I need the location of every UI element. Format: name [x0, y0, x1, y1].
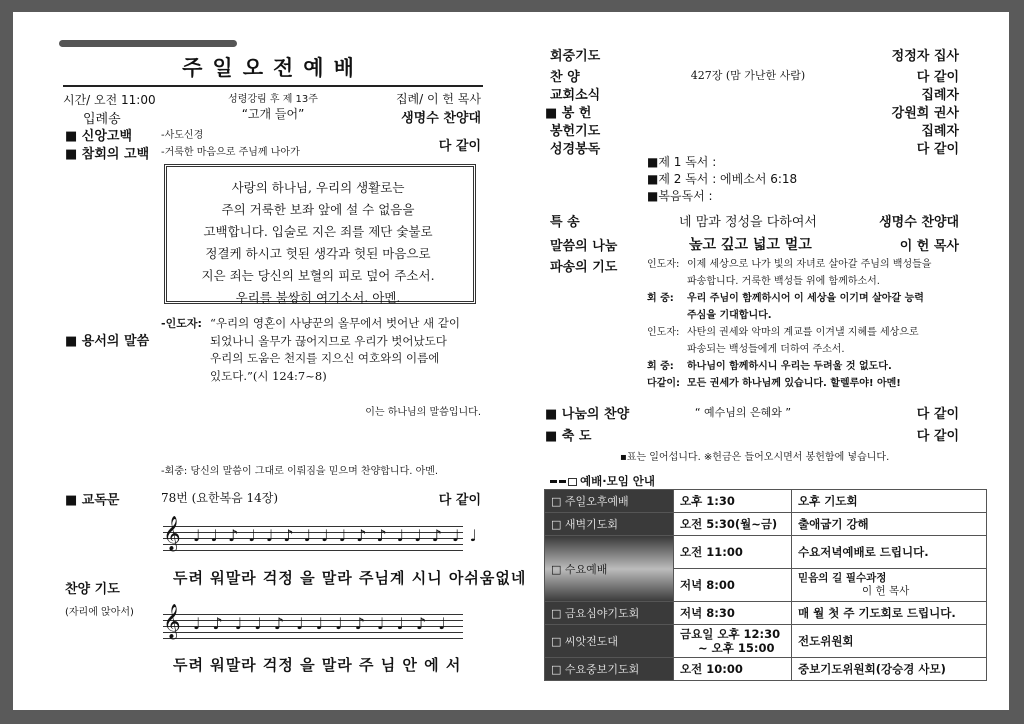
lyrics-line-2: 두려 워말라 걱정 을 말라 주 님 안 에 서 [173, 656, 462, 674]
bulletin-sheet [13, 12, 1009, 710]
order-label: 교회소식 [550, 88, 601, 103]
lyrics-line-1: 두려 워말라 걱정 을 말라 주님계 시니 아쉬움없네 [173, 569, 527, 587]
sending-line: 회 중: 하나님이 함께하시니 우리는 두려울 것 없도다. [647, 361, 892, 372]
prayer-text [173, 177, 463, 309]
order-right: 다 같이 [916, 70, 959, 85]
praise-right: 다 같이 [916, 407, 959, 422]
benediction-label: ■ 축 도 [545, 429, 592, 444]
title-divider [63, 85, 483, 87]
order-right: 다 같이 [916, 142, 959, 157]
page-title: 주일오전예배 [182, 56, 364, 80]
pardon-label: ■ 용서의 말씀 [65, 334, 150, 349]
special-mid: 네 맘과 정성을 다하여서 [679, 215, 817, 230]
prayer-line: 고백합니다. 입술로 지은 죄를 제단 숯불로 [203, 224, 433, 239]
prayer-line: 지은 죄는 당신의 보혈의 피로 덮어 주소서. [201, 268, 435, 283]
entrance-performer: 생명수 찬양대 [401, 111, 481, 126]
schedule-time: 오전 10:00 [674, 658, 792, 681]
order-label: 찬 양 [550, 70, 580, 85]
schedule-label: □ 새벽기도회 [545, 513, 674, 536]
music-notes-icon: ♩♪♩♩♪♩♩♩♪♩♩♪♩ [193, 614, 458, 633]
order-right: 강원희 권사 [891, 106, 959, 121]
schedule-desc: 출애굽기 강해 [792, 513, 987, 536]
order-right: 집례자 [921, 124, 959, 139]
table-row [545, 658, 987, 681]
schedule-heading: 예배·모임 안내 [550, 473, 655, 489]
sending-line: 주심을 기대합니다. [687, 310, 772, 321]
schedule-time: 저녁 8:00 [674, 569, 792, 602]
hymn-prayer-note: (자리에 앉아서) [65, 607, 134, 618]
schedule-label: □ 주일오후예배 [545, 490, 674, 513]
responsive-together: 다 같이 [438, 493, 481, 508]
schedule-time: 저녁 8:30 [674, 602, 792, 625]
schedule-desc: 수요저녁예배로 드립니다. [792, 536, 987, 569]
schedule-label: □ 금요심야기도회 [545, 602, 674, 625]
music-notes-icon: ♩♩♪♩♩♪♩♩♩♪♪♩♩♪♩♩ [193, 526, 488, 545]
entrance-label: 입례송 [83, 112, 121, 127]
confession-label: ■ 참회의 고백 [65, 147, 150, 162]
season-line1: 성령강림 후 제 13주 [228, 94, 318, 105]
table-row [545, 513, 987, 536]
responsive-value: 78번 (요한복음 14장) [161, 491, 279, 505]
praise-label: ■ 나눔의 찬양 [545, 407, 630, 422]
schedule-label: □ 씨앗전도대 [545, 625, 674, 658]
prayer-line: 주의 거룩한 보좌 앞에 설 수 없음을 [221, 202, 415, 217]
officiant: 집례/ 이 헌 목사 [395, 92, 481, 106]
order-right: 집례자 [921, 88, 959, 103]
schedule-time: 금요일 오후 12:30 ~ 오후 15:00 [674, 625, 792, 658]
sending-line: 회 중: 우리 주님이 함께하시어 이 세상을 이기며 살아갈 능력 [647, 293, 924, 304]
readings [647, 154, 797, 205]
sending-line: 다같이: 모든 권세가 하나님께 있습니다. 할렐루야! 아멘! [647, 378, 901, 389]
season-line2: “고개 들어” [241, 107, 305, 121]
decorative-bar [59, 40, 237, 47]
pardon-line: “우리의 영혼이 사냥꾼의 올무에서 벗어난 새 같이 [210, 316, 460, 330]
schedule-label: □ 수요중보기도회 [545, 658, 674, 681]
schedule-time: 오전 11:00 [674, 536, 792, 569]
creed-label: ■ 신앙고백 [65, 129, 133, 144]
treble-clef-icon: 𝄞 [163, 516, 181, 551]
creed-desc: -사도신경 [161, 130, 204, 141]
schedule-desc: 믿음의 길 필수과정 이 헌 목사 [792, 569, 987, 602]
responsive-label: ■ 교독문 [65, 493, 120, 508]
schedule-desc: 전도위원회 [792, 625, 987, 658]
treble-clef-icon: 𝄞 [163, 604, 181, 639]
praise-song: “ 예수님의 은혜와 ” [694, 406, 792, 419]
sermon-label: 말씀의 나눔 [550, 239, 618, 254]
schedule-table [544, 489, 987, 681]
special-label: 특 송 [550, 215, 580, 230]
standing-note: ▪표는 일어섭니다. ※헌금은 들어오시면서 봉헌함에 넣습니다. [620, 452, 890, 463]
order-label: 봉헌기도 [550, 124, 601, 139]
prayer-line: 우리를 불쌍히 여기소서. 아멘. [235, 290, 401, 305]
benediction-right: 다 같이 [916, 429, 959, 444]
schedule-time: 오후 1:30 [674, 490, 792, 513]
schedule-label: □ 수요예배 [545, 536, 674, 602]
table-row [545, 536, 987, 569]
schedule-desc: 오후 기도회 [792, 490, 987, 513]
prayer-line: 정결케 하시고 헛된 생각과 헛된 마음으로 [205, 246, 431, 261]
table-row [545, 490, 987, 513]
table-row [545, 602, 987, 625]
special-right: 생명수 찬양대 [879, 215, 959, 230]
prayer-line: 사랑의 하나님, 우리의 생활로는 [231, 180, 405, 195]
pardon-text [210, 315, 460, 385]
schedule-desc: 중보기도위원회(강승경 사모) [792, 658, 987, 681]
music-staff-2 [163, 604, 463, 640]
pardon-line: 되었나니 올무가 끊어지므로 우리가 벗어났도다 [210, 333, 447, 348]
table-row [545, 625, 987, 658]
order-mid: 427장 (맘 가난한 사람) [690, 69, 806, 82]
pardon-line: 있도다.”(시 124:7~8) [210, 368, 327, 383]
schedule-desc: 매 월 첫 주 기도회로 드립니다. [792, 602, 987, 625]
reading-line: ■복음독서 : [647, 189, 713, 203]
pardon-leader: -인도자: [161, 317, 202, 330]
order-label: ■ 봉 헌 [545, 106, 592, 121]
sending-line: 인도자: 사탄의 권세와 악마의 계교를 이겨낼 지혜를 세상으로 [647, 327, 919, 338]
sermon-title: 높고 깊고 넓고 멀고 [689, 237, 812, 253]
service-time: 시간/ 오전 11:00 [63, 93, 156, 107]
reading-line: ■제 1 독서 : [647, 155, 717, 169]
confession-together: 다 같이 [438, 139, 481, 154]
schedule-time: 오전 5:30(월~금) [674, 513, 792, 536]
word-of-god: 이는 하나님의 말씀입니다. [365, 407, 481, 418]
sending-prayer [647, 256, 931, 392]
order-right: 정정자 집사 [891, 49, 959, 64]
sermon-preacher: 이 헌 목사 [899, 239, 959, 254]
sending-line: 파송합니다. 거룩한 백성들 위에 함께하소서. [687, 276, 880, 287]
hymn-prayer-label: 찬양 기도 [65, 582, 120, 597]
reading-line: ■제 2 독서 : 에베소서 6:18 [647, 172, 798, 186]
confession-desc: -거룩한 마음으로 주님께 나아가 [161, 147, 300, 158]
congregation-response: -회중: 당신의 말씀이 그대로 이뤄짐을 믿으며 찬양합니다. 아멘. [161, 466, 439, 477]
order-label: 성경봉독 [550, 142, 601, 157]
order-label: 회중기도 [550, 49, 601, 64]
music-staff-1 [163, 516, 488, 552]
pardon-line: 우리의 도움은 천지를 지으신 여호와의 이름에 [210, 351, 440, 365]
sending-line: 파송되는 백성들에게 더하여 주소서. [687, 344, 845, 355]
sending-label: 파송의 기도 [550, 260, 618, 275]
sending-line: 인도자: 이제 세상으로 나가 빛의 자녀로 살아갈 주님의 백성들을 [647, 259, 932, 270]
